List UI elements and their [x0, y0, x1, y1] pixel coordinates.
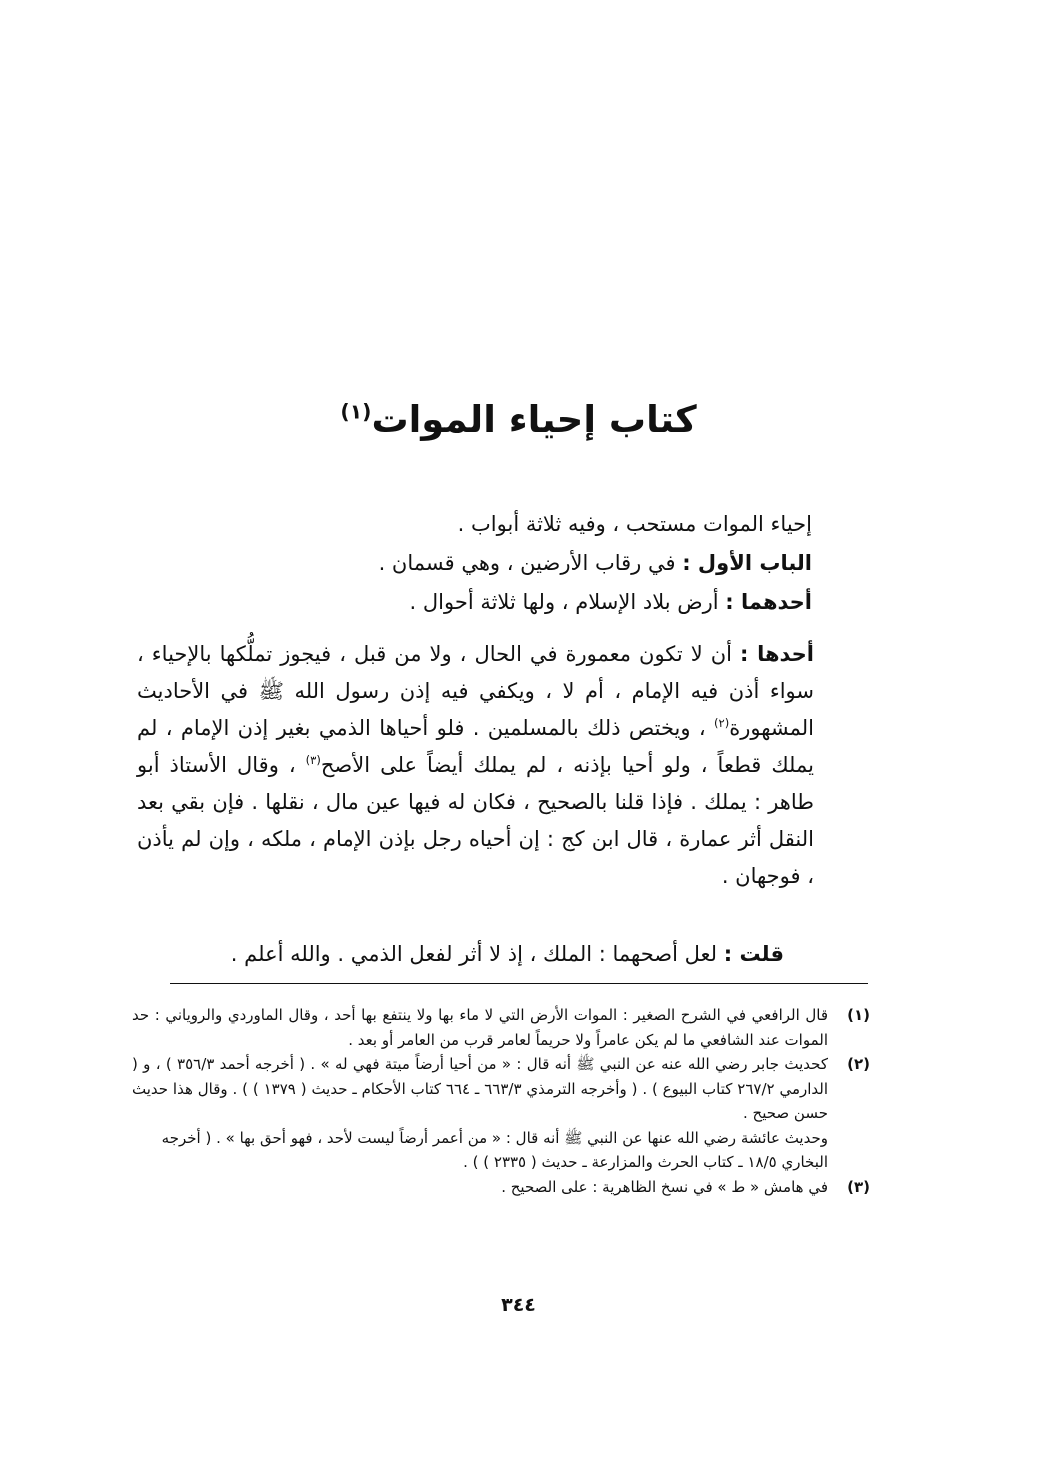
qult-text: لعل أصحهما : الملك ، إذ لا أثر لفعل الذمي . والله أعلم . — [230, 942, 724, 966]
footnote-2-text: كحديث جابر رضي الله عنه عن النبي ﷺ أنه قال : « من أحيا أرضاً ميتة فهي له » . ( أخرجه أحمد ٣٥٦/٣ ) ، و ( الدارمي ٢٦٧/٢ كتاب البيوع ) . ( وأخرجه الترمذي ٦٦٣/٣ ـ ٦٦٤ كتاب الأحكام ـ حديث ( ١٣٧٩ ) ) . وقال هذا حديث حسن صحيح . — [132, 1055, 829, 1122]
footnote-3-number: (٣) — [847, 1177, 870, 1196]
footnotes — [132, 1003, 870, 1199]
qult-remark — [137, 936, 814, 972]
first-state-label: أحدها : — [740, 642, 814, 666]
footnote-2-continuation-text: وحديث عائشة رضي الله عنها عن النبي ﷺ أنه قال : « من أعمر أرضاً ليست لأحد ، فهو أحق بها » . ( أخرجه البخاري ١٨/٥ ـ كتاب الحرث والمزارعة ـ حديث ( ٢٣٣٥ ) ) . — [161, 1128, 828, 1171]
footnote-1 — [132, 1003, 870, 1052]
paragraph-text-1: أن لا تكون معمورة في الحال ، ولا من قبل ، فيجوز تملُّكها بالإحياء ، سواء أذن فيه الإمام ، أم لا ، ويكفي فيه إذن رسول الله ﷺ في الأحاديث المشهورة — [137, 642, 814, 740]
title-footnote-ref[interactable]: (١) — [340, 399, 372, 424]
intro-line-1 — [140, 505, 812, 544]
chapter-one-label: الباب الأول : — [682, 551, 812, 575]
footnote-ref-2[interactable]: (٢) — [713, 716, 730, 730]
footnote-2-continuation — [132, 1126, 870, 1175]
intro-line-1-text: إحياء الموات مستحب ، وفيه ثلاثة أبواب . — [457, 512, 812, 536]
main-paragraph — [137, 636, 814, 895]
paragraph-text-3: ، وقال الأستاذ أبو طاهر : يملك . فإذا قلنا بالصحيح ، فكان له فيها عين مال ، نقلها . فإن بقي بعد النقل أثر عمارة ، قال ابن كج : إن أحياه رجل بإذن الإمام ، ملكه ، وإن لم يأذن ، فوجهان . — [137, 753, 814, 888]
page-number: ٣٤٤ — [501, 1294, 536, 1316]
footnote-ref-3[interactable]: (٣) — [305, 753, 321, 767]
footnote-1-number: (١) — [847, 1006, 870, 1024]
paragraph-text-2: ، ويختص ذلك بالمسلمين . فلو أحياها الذمي بغير إذن الإمام ، لم يملك قطعاً ، ولو أحيا بإذنه ، لم يملك أيضاً على الأصح — [137, 716, 814, 777]
chapter-title — [0, 395, 1037, 445]
first-section-label: أحدهما : — [725, 590, 812, 614]
first-section-text: أرض بلاد الإسلام ، ولها ثلاثة أحوال . — [409, 590, 726, 614]
intro-line-2 — [140, 544, 812, 583]
footnote-3 — [132, 1175, 870, 1200]
intro-line-3 — [140, 583, 812, 622]
footnote-2-number: (٢) — [847, 1055, 870, 1073]
footnote-1-text: قال الرافعي في الشرح الصغير : الموات الأرض التي لا ماء بها ولا ينتفع بها أحد ، وقال الماوردي والروياني : حد الموات عند الشافعي ما لم يكن عامراً ولا حريماً لعامر قرب من العامر أو بعد . — [132, 1006, 828, 1049]
chapter-title-text: كتاب إحياء الموات — [371, 398, 697, 441]
footnote-2 — [132, 1052, 870, 1126]
footnote-divider — [170, 983, 868, 984]
intro-block — [140, 505, 812, 622]
footnote-3-text: في هامش « ط » في نسخ الظاهرية : على الصحيح . — [501, 1177, 828, 1196]
chapter-one-text: في رقاب الأرضين ، وهي قسمان . — [378, 551, 683, 575]
qult-label: قلت : — [723, 942, 784, 966]
